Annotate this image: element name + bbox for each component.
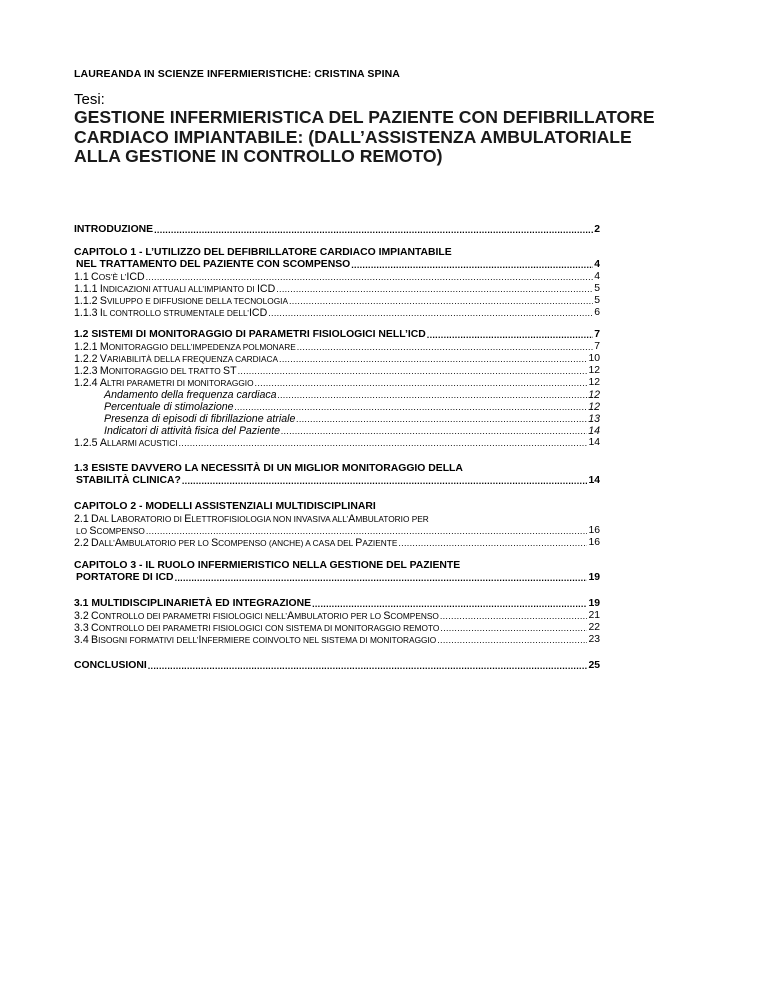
toc-entry-text <box>74 295 288 307</box>
toc-entry-text: M <box>99 341 109 353</box>
toc-entry-text: ICD <box>126 271 145 283</box>
toc-entry-text <box>74 307 267 319</box>
toc-entry-text: NDICAZIONI ATTUALI ALL’IMPIANTO DI <box>102 284 257 294</box>
toc-entry-3-1[interactable] <box>74 598 600 610</box>
toc-entry-text: A <box>348 513 356 525</box>
toc-entry-text <box>74 365 237 377</box>
dot-leader <box>440 622 587 634</box>
toc-entry-text: ISOGNI FORMATIVI DELL’ <box>98 635 199 645</box>
toc-entry-text: B <box>91 634 99 646</box>
page-number: 21 <box>588 610 600 621</box>
toc-entry-text: COMPENSO (ANCHE) A CASA DEL <box>218 538 356 548</box>
toc-entry-1-2-4[interactable] <box>74 377 600 389</box>
toc-entry-text: L CONTROLLO STRUMENTALE DELL’ <box>102 308 249 318</box>
dot-leader <box>281 425 587 437</box>
toc-entry-text: MBULATORIO PER <box>355 514 429 524</box>
toc-entry-text: I <box>99 307 103 319</box>
toc-entry-text <box>74 610 439 622</box>
dot-leader <box>351 259 593 271</box>
toc-entry-3-3[interactable] <box>74 622 600 634</box>
dot-leader <box>235 401 588 413</box>
toc-entry-text: C <box>91 271 99 283</box>
toc-entry-text <box>74 437 178 449</box>
toc-entry-text <box>74 377 254 389</box>
dot-leader <box>312 598 587 610</box>
toc-entry-3-2[interactable] <box>74 610 600 622</box>
toc-entry-1-2-5[interactable] <box>74 437 600 449</box>
thesis-label: Tesi: <box>74 91 105 108</box>
toc-entry-text: A <box>99 377 107 389</box>
toc-entry-text: COMPENSO <box>390 611 439 621</box>
dot-leader <box>238 365 588 377</box>
page-number: 19 <box>588 598 600 609</box>
toc-entry-text: Percentuale di stimolazione <box>104 401 234 413</box>
toc-entry-1-1-2[interactable] <box>74 295 600 307</box>
page-number: 14 <box>588 475 600 486</box>
dot-leader <box>146 271 594 283</box>
toc-entry-text: LLARMI ACUSTICI <box>106 438 178 448</box>
toc-entry-text: ICD <box>248 307 268 319</box>
toc-chapter-1-title[interactable]: CAPITOLO 1 - L’UTILIZZO DEL DEFIBRILLATORE CARDIACO IMPIANTABILE <box>74 247 452 258</box>
toc-entry-text: 3.1 MULTIDISCIPLINARIETÀ ED INTEGRAZIONE <box>74 598 312 609</box>
toc-entry-frequenza[interactable] <box>74 389 600 401</box>
toc-entry-text: ONITORAGGIO DEL TRATTO <box>108 366 224 376</box>
toc-entry-text <box>76 525 145 537</box>
toc-entry-text <box>74 271 145 283</box>
dot-leader <box>268 307 593 319</box>
toc-entry-text: CONCLUSIONI <box>74 660 147 671</box>
toc-entry-1-2-2[interactable] <box>74 353 600 365</box>
toc-entry-text: LTRI PARAMETRI DI MONITORAGGIO <box>106 378 254 388</box>
toc-entry-text: LETTROFISIOLOGIA NON INVASIVA ALL’ <box>191 514 349 524</box>
page-number: 5 <box>594 295 600 306</box>
toc-entry-2-1-line1[interactable] <box>74 513 600 525</box>
toc-entry-text: 1.1 <box>74 271 89 283</box>
toc-entry-text: 1.2.2 <box>74 353 98 365</box>
page-number: 7 <box>594 341 600 352</box>
toc-entry-text: LO <box>76 526 90 536</box>
toc-entry-text: 1.1.1 <box>74 283 98 295</box>
toc-entry-text: A <box>99 437 107 449</box>
toc-entry-text: 3.4 <box>74 634 89 646</box>
toc-entry-text <box>74 341 296 353</box>
toc-entry-introduzione[interactable] <box>74 224 600 236</box>
dot-leader <box>148 660 588 672</box>
toc-entry-text: C <box>91 610 99 622</box>
toc-entry-text: I <box>198 634 202 646</box>
toc-entry-text: M <box>99 365 109 377</box>
toc-entry-text: ARIABILITÀ DELLA FREQUENZA CARDIACA <box>106 354 279 364</box>
toc-entry-stimolazione[interactable] <box>74 401 600 413</box>
toc-entry-fibrillazione[interactable] <box>74 413 600 425</box>
page-number: 2 <box>594 224 600 235</box>
table-of-contents <box>74 224 600 672</box>
toc-entry-text: 1.2.3 <box>74 365 98 377</box>
toc-entry-text: 2.2 <box>74 537 89 549</box>
page-number: 5 <box>594 283 600 294</box>
toc-entry-text: AL <box>98 514 111 524</box>
toc-entry-text: Andamento della frequenza cardiaca <box>104 389 277 401</box>
toc-chapter-2-title[interactable]: CAPITOLO 2 - MODELLI ASSISTENZIALI MULTIDISCIPLINARI <box>74 501 376 512</box>
page-number: 12 <box>588 377 600 388</box>
toc-entry-1-2-1[interactable] <box>74 341 600 353</box>
toc-entry-text: ONTROLLO DEI PARAMETRI FISIOLOGICI CON SISTEMA DI MONITORAGGIO REMOTO <box>98 623 440 633</box>
toc-entry-text: S <box>211 537 219 549</box>
toc-entry-text: ONTROLLO DEI PARAMETRI FISIOLOGICI NELL’ <box>98 611 288 621</box>
dot-leader <box>255 377 588 389</box>
toc-1-3-title[interactable]: 1.3 ESISTE DAVVERO LA NECESSITÀ DI UN MIGLIOR MONITORAGGIO DELLA <box>74 463 463 474</box>
thesis-title-line: GESTIONE INFERMIERISTICA DEL PAZIENTE CON DEFIBRILLATORE <box>74 107 655 127</box>
toc-entry-text: D <box>91 537 99 549</box>
toc-entry-2-1[interactable] <box>74 525 600 537</box>
toc-entry-text: ONITORAGGIO DELL’IMPEDENZA POLMONARE <box>108 342 296 352</box>
toc-entry-text <box>74 353 278 365</box>
page-number: 12 <box>588 401 600 413</box>
toc-entry-text: A <box>287 610 295 622</box>
page-number: 25 <box>588 660 600 671</box>
page-number: 4 <box>594 259 600 270</box>
toc-entry-text: 1.2.4 <box>74 377 98 389</box>
toc-entry-text: ALL’ <box>98 538 115 548</box>
toc-entry-conclusioni[interactable] <box>74 660 600 672</box>
toc-entry-text: PORTATORE DI ICD <box>76 572 174 583</box>
page-number: 10 <box>588 353 600 364</box>
dot-leader <box>182 475 588 487</box>
dot-leader <box>278 389 588 401</box>
toc-entry-text: S <box>89 525 97 537</box>
toc-entry-1-2-3[interactable] <box>74 365 600 377</box>
page-number: 23 <box>588 634 600 645</box>
toc-chapter-1-entry[interactable] <box>74 259 600 271</box>
toc-entry-text: 1.2.5 <box>74 437 98 449</box>
toc-entry-1-1-3[interactable] <box>74 307 600 319</box>
dot-leader <box>175 572 588 584</box>
toc-entry-text <box>74 537 397 549</box>
page-number: 4 <box>594 271 600 282</box>
dot-leader <box>296 413 587 425</box>
toc-entry-text: 2.1 <box>74 513 89 525</box>
dot-leader <box>279 353 587 365</box>
page-number: 19 <box>588 572 600 583</box>
page-number: 12 <box>588 365 600 376</box>
toc-entry-1-1-1[interactable] <box>74 283 600 295</box>
toc-entry-text: D <box>91 513 99 525</box>
toc-entry-text: A <box>114 537 122 549</box>
toc-entry-1-2[interactable] <box>74 329 600 341</box>
toc-entry-text: S <box>383 610 391 622</box>
page-number: 22 <box>588 622 600 633</box>
toc-entry-text: 1.2.1 <box>74 341 98 353</box>
toc-entry-text: VILUPPO E DIFFUSIONE DELLA TECNOLOGIA <box>106 296 288 306</box>
toc-entry-text: NEL TRATTAMENTO DEL PAZIENTE CON SCOMPENSO <box>76 259 351 270</box>
toc-entry-text: L <box>110 513 117 525</box>
dot-leader <box>146 525 588 537</box>
dot-leader <box>440 610 588 622</box>
toc-entry-text: Presenza di episodi di fibrillazione atriale <box>104 413 296 425</box>
page-number: 6 <box>594 307 600 318</box>
dot-leader <box>297 341 593 353</box>
toc-chapter-3-title[interactable]: CAPITOLO 3 - IL RUOLO INFERMIERISTICO NELLA GESTIONE DEL PAZIENTE <box>74 560 461 571</box>
toc-entry-attivita-fisica[interactable] <box>74 425 600 437</box>
toc-entry-text: MBULATORIO PER LO <box>121 538 212 548</box>
toc-entry-text: 3.2 <box>74 610 89 622</box>
toc-chapter-3-entry[interactable] <box>74 572 600 584</box>
toc-entry-text: MBULATORIO PER LO <box>294 611 384 621</box>
toc-entry-text: Indicatori di attività fisica del Paziente <box>104 425 281 437</box>
thesis-title-line: ALLA GESTIONE IN CONTROLLO REMOTO) <box>74 146 443 166</box>
page-number: 16 <box>588 537 600 548</box>
toc-entry-text: ICD <box>256 283 276 295</box>
toc-entry-text: COMPENSO <box>96 526 145 536</box>
toc-entry-text: E <box>184 513 192 525</box>
page-number: 14 <box>588 425 600 437</box>
toc-entry-text <box>74 283 275 295</box>
toc-entry-text: ST <box>223 365 237 377</box>
toc-entry-2-2[interactable] <box>74 537 600 549</box>
toc-entry-text: STABILITÀ CLINICA? <box>76 475 181 486</box>
toc-entry-text: OS’È L’ <box>98 272 127 282</box>
page-number: 14 <box>588 437 600 448</box>
toc-entry-text <box>74 622 439 634</box>
dot-leader <box>437 634 587 646</box>
toc-entry-text: P <box>355 537 363 549</box>
toc-entry-text: I <box>99 283 103 295</box>
dot-leader <box>276 283 593 295</box>
thesis-title <box>74 108 714 167</box>
toc-entry-text: 3.3 <box>74 622 89 634</box>
toc-entry-text <box>74 634 436 646</box>
toc-entry-1-3[interactable] <box>74 475 600 487</box>
dot-leader <box>289 295 593 307</box>
author-line: LAUREANDA IN SCIENZE INFERMIERISTICHE: CRISTINA SPINA <box>74 68 400 80</box>
toc-entry-text: INTRODUZIONE <box>74 224 154 235</box>
toc-entry-text: NFERMIERE COINVOLTO NEL SISTEMA DI MONITORAGGIO <box>201 635 437 645</box>
dot-leader <box>154 224 593 236</box>
toc-entry-text: 1.1.3 <box>74 307 98 319</box>
toc-entry-text: V <box>99 353 107 365</box>
dot-leader <box>179 437 588 449</box>
dot-leader <box>398 537 587 549</box>
thesis-title-line: CARDIACO IMPIANTABILE: (DALL’ASSISTENZA AMBULATORIALE <box>74 126 632 147</box>
page-number: 7 <box>594 329 600 340</box>
page-number: 12 <box>588 389 600 401</box>
toc-entry-text: AZIENTE <box>362 538 398 548</box>
toc-entry-text: 1.2 SISTEMI DI MONITORAGGIO DI PARAMETRI FISIOLOGICI NELL’ICD <box>74 329 426 340</box>
toc-entry-3-4[interactable] <box>74 634 600 646</box>
dot-leader <box>427 329 593 341</box>
toc-entry-text: ABORATORIO DI <box>116 514 185 524</box>
page-number: 13 <box>588 413 600 425</box>
page-number: 16 <box>588 525 600 536</box>
toc-entry-text: C <box>91 622 99 634</box>
toc-entry-1-1[interactable] <box>74 271 600 283</box>
toc-entry-text: S <box>99 295 107 307</box>
toc-entry-text: 1.1.2 <box>74 295 98 307</box>
